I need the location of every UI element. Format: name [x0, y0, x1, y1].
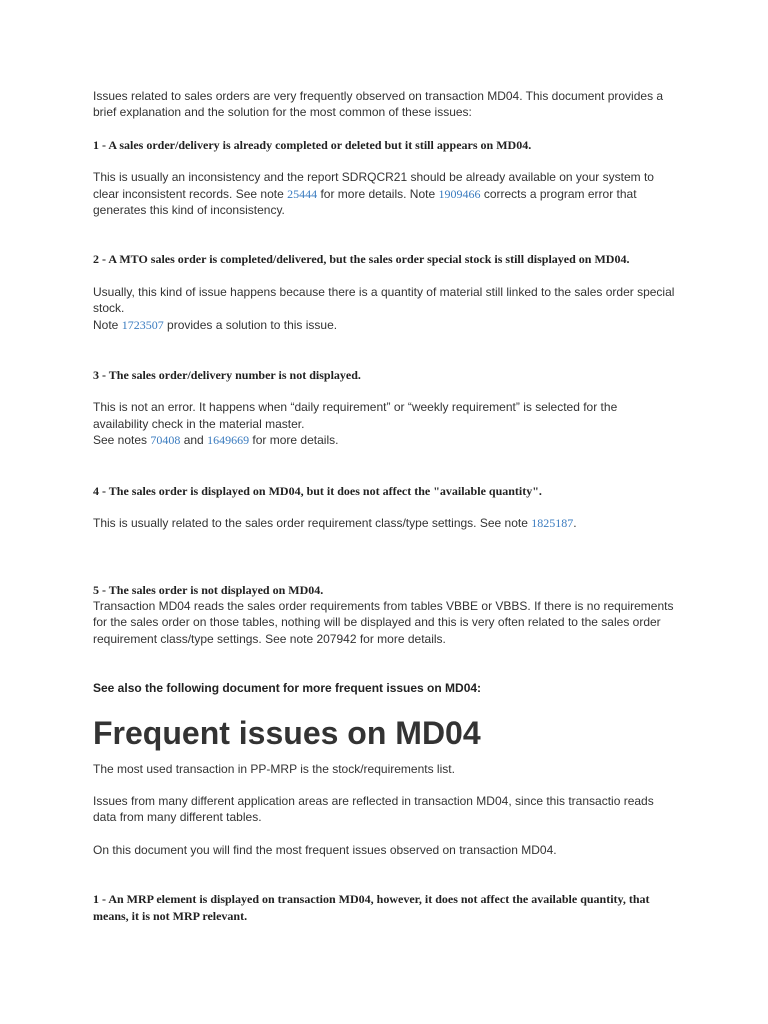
issue-1-text-a: This is usually an inconsistency and the report SDRQCR21 should be already available on your system to clear inconsistent records. See note: [93, 170, 654, 201]
note-link-1825187[interactable]: 1825187: [531, 516, 574, 531]
section-issue-1-heading: 1 - An MRP element is displayed on transaction MD04, however, it does not affect the available quantity, that means, it is not MRP relevant.: [93, 892, 650, 923]
issue-2-text-b: Note: [93, 317, 122, 332]
note-link-1909466[interactable]: 1909466: [438, 186, 481, 201]
intro-paragraph: Issues related to sales orders are very frequently observed on transaction MD04. This document provides a brief explanation and the solution for the most common of these issues:: [93, 89, 664, 120]
section-title: Frequent issues on MD04: [93, 714, 481, 751]
issue-3-text-b: See notes: [93, 433, 151, 448]
issue-3-heading: 3 - The sales order/delivery number is not displayed.: [93, 368, 361, 383]
issue-4-text-a: This is usually related to the sales order requirement class/type settings. See note: [93, 516, 532, 531]
section-paragraph-3: On this document you will find the most frequent issues observed on transaction MD04.: [93, 842, 557, 857]
issue-3-body: [93, 399, 675, 448]
issue-4-heading: 4 - The sales order is displayed on MD04, but it does not affect the "available quantity".: [93, 483, 542, 498]
issue-1-heading: 1 - A sales order/delivery is already completed or deleted but it still appears on MD04.: [93, 137, 532, 152]
issue-5-body: Transaction MD04 reads the sales order requirements from tables VBBE or VBBS. If there is no requirements for the sales order on those tables, nothing will be displayed and this is very often related to the sales order requirement class/type settings. See note 207942 for more details.: [93, 598, 674, 646]
note-link-25444[interactable]: 25444: [287, 186, 318, 201]
issue-3-text-a: This is not an error. It happens when “daily requirement” or “weekly requirement” is selected for the availability check in the material master.: [93, 400, 618, 431]
issue-1-text-b: for more details. Note: [317, 186, 439, 201]
issue-5-heading: 5 - The sales order is not displayed on MD04.: [93, 582, 324, 597]
note-link-70408[interactable]: 70408: [150, 433, 181, 448]
document-page: [93, 88, 675, 924]
issue-2-text-c: provides a solution to this issue.: [163, 317, 338, 332]
section-paragraph-1: The most used transaction in PP-MRP is the stock/requirements list.: [93, 761, 455, 776]
note-link-1723507[interactable]: 1723507: [121, 317, 164, 332]
issue-2-body: [93, 284, 675, 333]
issue-1-body: [93, 169, 675, 218]
see-also-text: See also the following document for more frequent issues on MD04:: [93, 681, 482, 696]
issue-4-text-b: .: [573, 516, 577, 531]
issue-2-text-a: Usually, this kind of issue happens because there is a quantity of material still linked to the sales order special stock.: [93, 284, 675, 316]
issue-3-text-c: and: [180, 433, 208, 448]
issue-1-text-c: corrects a program error that generates this kind of inconsistency.: [93, 186, 637, 218]
issue-3-text-d: for more details.: [249, 433, 339, 448]
issue-2-heading: 2 - A MTO sales order is completed/delivered, but the sales order special stock is still displayed on MD04.: [93, 252, 630, 267]
note-link-1649669[interactable]: 1649669: [207, 433, 250, 448]
issue-4-body: [93, 515, 675, 531]
section-paragraph-2: Issues from many different application areas are reflected in transaction MD04, since this transactio reads data from many different tables.: [93, 793, 654, 825]
